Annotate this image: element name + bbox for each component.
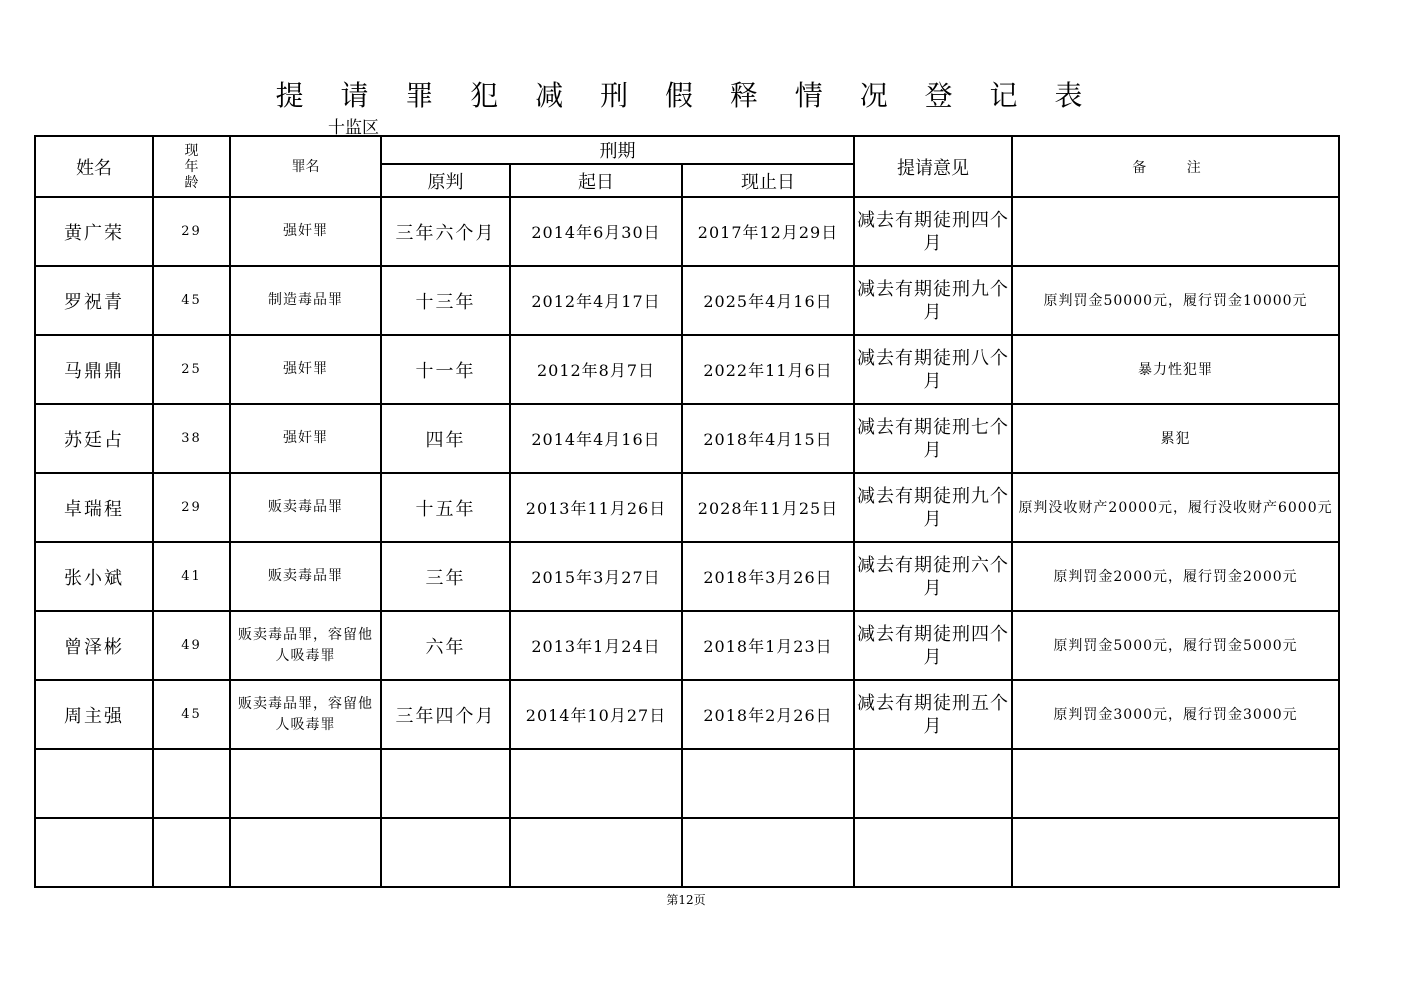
header-age <box>153 136 230 197</box>
cell-sentence: 六年 <box>381 611 510 680</box>
cell-opinion: 减去有期徒刑四个月 <box>854 611 1012 680</box>
cell-crime: 强奸罪 <box>230 404 381 473</box>
cell-age: 45 <box>153 680 230 749</box>
cell-name: 曾泽彬 <box>35 611 153 680</box>
cell-end-date <box>682 749 854 818</box>
cell-crime: 强奸罪 <box>230 335 381 404</box>
cell-age: 25 <box>153 335 230 404</box>
cell-end-date <box>682 818 854 887</box>
cell-end-date: 2018年4月15日 <box>682 404 854 473</box>
cell-opinion <box>854 749 1012 818</box>
register-table <box>34 135 1340 888</box>
cell-start-date: 2015年3月27日 <box>510 542 682 611</box>
cell-age <box>153 818 230 887</box>
header-note: 备 注 <box>1012 136 1339 197</box>
cell-note: 原判罚金5000元，履行罚金5000元 <box>1012 611 1339 680</box>
header-term: 刑期 <box>381 136 854 164</box>
cell-start-date: 2014年10月27日 <box>510 680 682 749</box>
cell-start-date <box>510 749 682 818</box>
cell-end-date: 2028年11月25日 <box>682 473 854 542</box>
cell-name: 卓瑞程 <box>35 473 153 542</box>
cell-crime: 贩卖毒品罪 <box>230 542 381 611</box>
page-number: 第12页 <box>666 893 706 907</box>
cell-crime: 贩卖毒品罪 <box>230 473 381 542</box>
cell-opinion: 减去有期徒刑九个月 <box>854 473 1012 542</box>
cell-start-date: 2013年11月26日 <box>510 473 682 542</box>
cell-name <box>35 818 153 887</box>
header-row-1 <box>35 136 1339 164</box>
cell-sentence <box>381 749 510 818</box>
table-row <box>35 749 1339 818</box>
table-row <box>35 680 1339 749</box>
cell-age: 49 <box>153 611 230 680</box>
cell-note: 累犯 <box>1012 404 1339 473</box>
cell-age: 45 <box>153 266 230 335</box>
cell-opinion: 减去有期徒刑九个月 <box>854 266 1012 335</box>
header-start: 起日 <box>510 164 682 197</box>
header-crime: 罪名 <box>230 136 381 197</box>
table-row <box>35 473 1339 542</box>
cell-age: 41 <box>153 542 230 611</box>
page-title: 提 请 罪 犯 减 刑 假 释 情 况 登 记 表 <box>275 79 1097 112</box>
table-row <box>35 404 1339 473</box>
cell-note: 原判没收财产20000元，履行没收财产6000元 <box>1012 473 1339 542</box>
cell-start-date: 2012年4月17日 <box>510 266 682 335</box>
table-row <box>35 335 1339 404</box>
cell-end-date: 2022年11月6日 <box>682 335 854 404</box>
cell-age: 38 <box>153 404 230 473</box>
cell-name: 周主强 <box>35 680 153 749</box>
cell-sentence <box>381 818 510 887</box>
cell-end-date: 2018年2月26日 <box>682 680 854 749</box>
cell-start-date: 2014年6月30日 <box>510 197 682 266</box>
cell-opinion: 减去有期徒刑八个月 <box>854 335 1012 404</box>
cell-name: 黄广荣 <box>35 197 153 266</box>
cell-sentence: 四年 <box>381 404 510 473</box>
cell-opinion <box>854 818 1012 887</box>
cell-end-date: 2018年3月26日 <box>682 542 854 611</box>
cell-start-date: 2013年1月24日 <box>510 611 682 680</box>
table-row <box>35 266 1339 335</box>
cell-opinion: 减去有期徒刑四个月 <box>854 197 1012 266</box>
cell-name <box>35 749 153 818</box>
cell-sentence: 十五年 <box>381 473 510 542</box>
cell-name: 张小斌 <box>35 542 153 611</box>
cell-name: 苏廷占 <box>35 404 153 473</box>
cell-note: 原判罚金3000元，履行罚金3000元 <box>1012 680 1339 749</box>
cell-sentence: 三年四个月 <box>381 680 510 749</box>
cell-opinion: 减去有期徒刑六个月 <box>854 542 1012 611</box>
table-row <box>35 197 1339 266</box>
cell-sentence: 十三年 <box>381 266 510 335</box>
cell-crime: 强奸罪 <box>230 197 381 266</box>
header-original: 原判 <box>381 164 510 197</box>
cell-note: 原判罚金50000元，履行罚金10000元 <box>1012 266 1339 335</box>
table-row <box>35 611 1339 680</box>
cell-start-date: 2014年4月16日 <box>510 404 682 473</box>
cell-crime <box>230 818 381 887</box>
cell-sentence: 三年 <box>381 542 510 611</box>
cell-note <box>1012 818 1339 887</box>
cell-crime <box>230 749 381 818</box>
table-row <box>35 818 1339 887</box>
header-name: 姓名 <box>35 136 153 197</box>
cell-name: 马鼎鼎 <box>35 335 153 404</box>
cell-age: 29 <box>153 197 230 266</box>
cell-opinion: 减去有期徒刑七个月 <box>854 404 1012 473</box>
cell-age <box>153 749 230 818</box>
cell-end-date: 2025年4月16日 <box>682 266 854 335</box>
header-end: 现止日 <box>682 164 854 197</box>
cell-end-date: 2017年12月29日 <box>682 197 854 266</box>
cell-note <box>1012 197 1339 266</box>
table-row <box>35 542 1339 611</box>
cell-end-date: 2018年1月23日 <box>682 611 854 680</box>
cell-crime: 贩卖毒品罪，容留他人吸毒罪 <box>230 611 381 680</box>
cell-start-date <box>510 818 682 887</box>
cell-name: 罗祝青 <box>35 266 153 335</box>
cell-sentence: 三年六个月 <box>381 197 510 266</box>
header-age-text: 现年龄 <box>184 142 199 191</box>
cell-crime: 制造毒品罪 <box>230 266 381 335</box>
cell-opinion: 减去有期徒刑五个月 <box>854 680 1012 749</box>
cell-sentence: 十一年 <box>381 335 510 404</box>
unit-label: 十监区 <box>328 118 379 138</box>
header-opinion: 提请意见 <box>854 136 1012 197</box>
cell-note <box>1012 749 1339 818</box>
cell-note: 暴力性犯罪 <box>1012 335 1339 404</box>
cell-crime: 贩卖毒品罪，容留他人吸毒罪 <box>230 680 381 749</box>
cell-start-date: 2012年8月7日 <box>510 335 682 404</box>
cell-age: 29 <box>153 473 230 542</box>
cell-note: 原判罚金2000元，履行罚金2000元 <box>1012 542 1339 611</box>
